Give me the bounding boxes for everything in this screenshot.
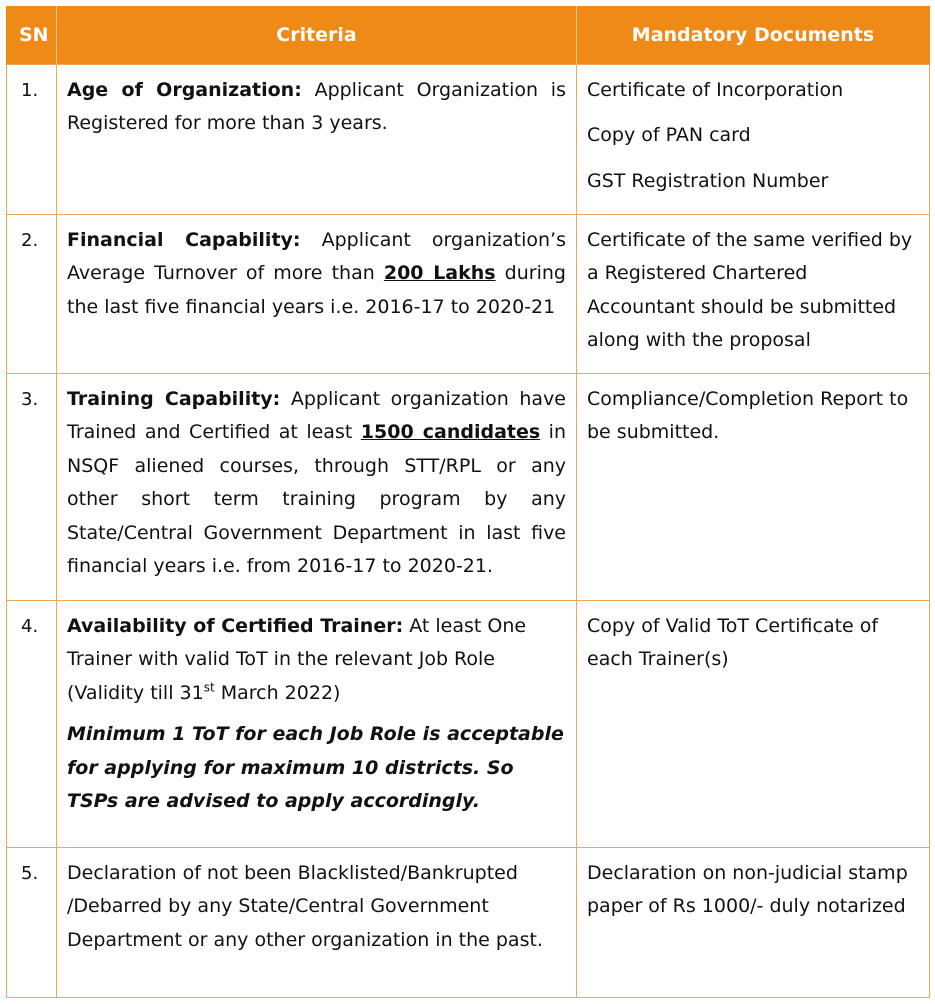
criteria-cell: Declaration of not been Blacklisted/Bankrupted /Debarred by any State/Central Government Department or any other organization in the past.	[57, 847, 577, 997]
criteria-paragraph	[67, 610, 566, 711]
criteria-text: Applicant organization’s Average Turnover of more than	[67, 228, 566, 284]
criteria-label: Age of Organization:	[67, 78, 302, 101]
documents-cell: Copy of Valid ToT Certificate of each Trainer(s)	[577, 600, 930, 847]
document-item: GST Registration Number	[587, 169, 829, 192]
table-row	[7, 847, 930, 997]
criteria-highlight: 200 Lakhs	[383, 262, 496, 284]
ordinal-suffix: st	[203, 680, 215, 695]
criteria-cell	[57, 600, 577, 847]
criteria-text-after: in NSQF aliened courses, through STT/RPL or any other short term training program by any State/Central Government Department in last five financial years i.e. from 2016-17 to 2020-21.	[67, 421, 566, 577]
document-item: Certificate of Incorporation	[587, 78, 844, 101]
table-row	[7, 214, 930, 373]
table-row	[7, 373, 930, 600]
criteria-label: Availability of Certified Trainer:	[67, 614, 404, 637]
table-row	[7, 600, 930, 847]
criteria-note: Minimum 1 ToT for each Job Role is acceptable for applying for maximum 10 districts. So TSPs are advised to apply accordingly.	[67, 723, 564, 812]
criteria-table	[6, 6, 930, 998]
documents-cell: Compliance/Completion Report to be submitted.	[577, 373, 930, 600]
document-item: Copy of PAN card	[587, 124, 751, 146]
table-header	[7, 6, 930, 64]
row-number: 3.	[7, 373, 57, 600]
header-documents: Mandatory Documents	[577, 6, 930, 64]
header-sn: SN	[7, 6, 57, 64]
documents-cell	[577, 64, 930, 214]
criteria-highlight: 1500 candidates	[360, 421, 541, 443]
criteria-cell	[57, 373, 577, 600]
row-number: 5.	[7, 847, 57, 997]
criteria-label: Training Capability:	[67, 387, 281, 410]
header-criteria: Criteria	[57, 6, 577, 64]
row-number: 4.	[7, 600, 57, 847]
criteria-text: Applicant organization have Trained and Certified at least	[67, 387, 566, 443]
criteria-cell	[57, 64, 577, 214]
criteria-text: Applicant Organization is Registered for more than 3 years.	[67, 78, 566, 134]
table-row	[7, 64, 930, 214]
documents-cell: Declaration on non-judicial stamp paper of Rs 1000/- duly notarized	[577, 847, 930, 997]
documents-cell: Certificate of the same verified by a Registered Chartered Accountant should be submitted along with the proposal	[577, 214, 930, 373]
criteria-cell	[57, 214, 577, 373]
row-number: 1.	[7, 64, 57, 214]
criteria-text-after: March 2022)	[214, 681, 341, 704]
header-row	[7, 6, 930, 64]
criteria-text: At least One Trainer with valid ToT in the relevant Job Role (Validity till 31	[67, 614, 527, 704]
criteria-label: Financial Capability:	[67, 228, 301, 251]
criteria-text-after: during the last five financial years i.e. 2016-17 to 2020-21	[67, 262, 566, 318]
row-number: 2.	[7, 214, 57, 373]
